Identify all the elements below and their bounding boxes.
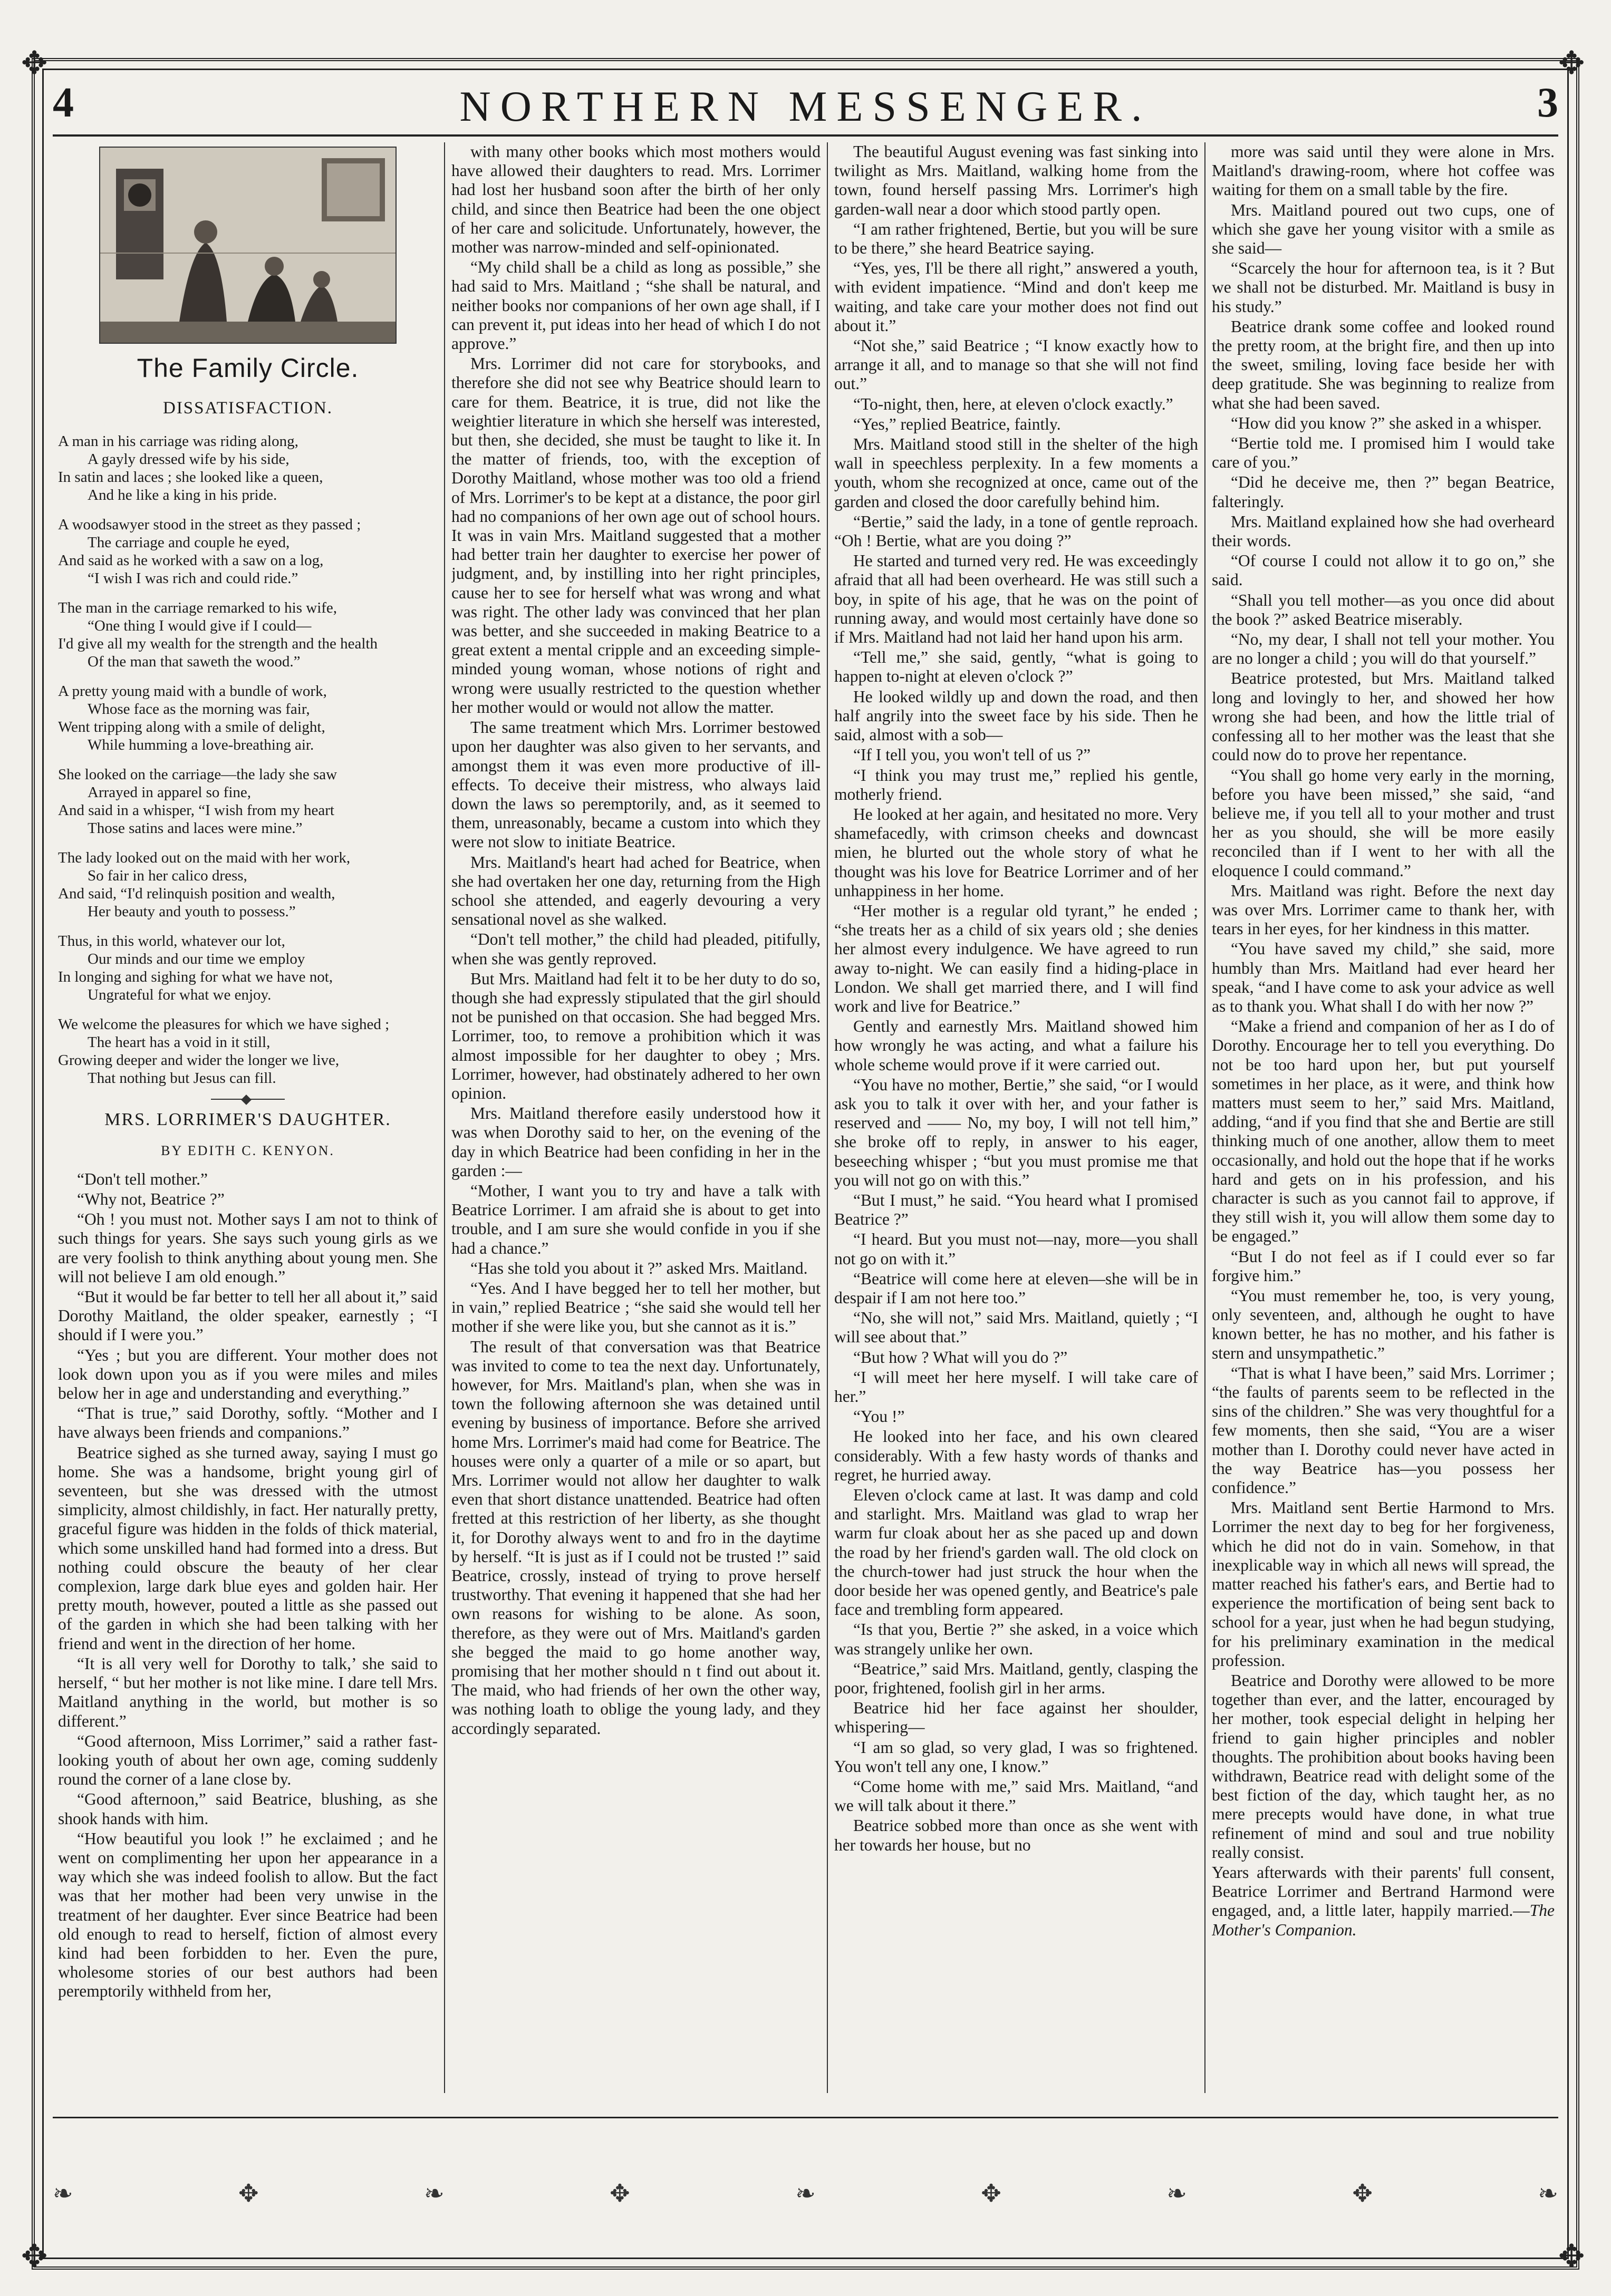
column-rule	[827, 142, 828, 2093]
paragraph: “Bertie,” said the lady, in a tone of gentle reproach. “Oh ! Bertie, what are you doing ?”	[834, 512, 1198, 550]
paragraph: with many other books which most mothers would have allowed their daughters to read. Mrs. Lorrimer had lost her husband soon after the birth of her only child, and since then Beatrice had been the one object of her care and solicitude. Unfortunately, however, the mother was narrow-minded and self-opinionated.	[451, 142, 821, 257]
poem-stanza	[58, 932, 438, 1004]
paragraph: “Of course I could not allow it to go on,” she said.	[1212, 551, 1555, 589]
paragraph: Eleven o'clock came at last. It was damp and cold and starlight. Mrs. Maitland was glad to wrap her warm fur cloak about her as she paced up and down the road by her friend's garden wall. The old clock on the church-tower had just struck the hour when the door beside her was opened gently, and Beatrice's pale face and trembling form appeared.	[834, 1486, 1198, 1619]
paragraph: “You must remember he, too, is very young, only seventeen, and, although he ought to have known better, he has no mother, and his father is stern and unsympathetic.”	[1212, 1286, 1555, 1362]
paragraph: “Beatrice,” said Mrs. Maitland, gently, clasping the poor, frightened, foolish girl in her arms.	[834, 1659, 1198, 1698]
poem-line: A pretty young maid with a bundle of work,	[58, 683, 327, 700]
paragraph: “Don't tell mother.”	[77, 1169, 208, 1188]
poem-line: Our minds and our time we employ	[88, 951, 305, 968]
column-3	[834, 142, 1198, 2104]
column-2	[451, 142, 821, 2104]
paragraph: “That is true,” said Dorothy, softly. “Mother and I have always been friends and companions.”	[58, 1404, 438, 1442]
paragraph: “You !”	[853, 1407, 905, 1426]
column-4-body	[1212, 142, 1555, 1940]
paragraph: Beatrice protested, but Mrs. Maitland talked long and lovingly to her, and showed her how wrong she had been, and how the little trial of confessing all to her mother was the least that she could now do to prove her repentance.	[1212, 669, 1555, 764]
poem-line: Whose face as the morning was fair,	[88, 701, 310, 718]
poem-line: Thus, in this world, whatever our lot,	[58, 933, 285, 950]
paragraph: “Shall you tell mother—as you once did about the book ?” asked Beatrice miserably.	[1212, 590, 1555, 628]
ornament-icon: ✥	[1352, 2179, 1373, 2207]
paragraph: “Has she told you about it ?” asked Mrs. Maitland.	[470, 1258, 808, 1277]
ornament-icon: ❧	[1166, 2179, 1187, 2207]
footer-ornament	[53, 2130, 1558, 2256]
paragraph: “Bertie told me. I promised him I would take care of you.”	[1212, 434, 1555, 472]
section-title: The Family Circle.	[137, 353, 359, 383]
poem-line: Of the man that saweth the wood.”	[88, 653, 301, 671]
paragraph: “I think you may trust me,” replied his gentle, motherly friend.	[834, 766, 1198, 803]
poem-line: Went tripping along with a smile of delight,	[58, 719, 325, 736]
paragraph: “Why not, Beatrice ?”	[77, 1190, 225, 1209]
poem-line: And said as he worked with a saw on a log,	[58, 552, 324, 569]
poem-line: That nothing but Jesus can fill.	[88, 1070, 276, 1087]
ornament-icon: ✥	[610, 2179, 630, 2207]
paragraph: “Tell me,” she said, gently, “what is going to happen to-night at eleven o'clock ?”	[834, 648, 1198, 686]
poem-stanza	[58, 432, 438, 504]
paragraph: “I heard. But you must not—nay, more—you shall not go on with it.”	[834, 1230, 1198, 1268]
source-attribution: The Mother's Companion.	[1212, 1901, 1555, 1939]
paragraph: “No, my dear, I shall not tell your mother. You are no longer a child ; you will do that yourself.”	[1212, 630, 1555, 668]
corner-ornament-icon: ✥	[21, 45, 48, 82]
paragraph: Beatrice drank some coffee and looked round the pretty room, at the bright fire, and then up into the sweet, smiling, loving face beside her with deep gratitude. She was beginning to realize from what she had been saved.	[1212, 317, 1555, 412]
ornament-icon: ❧	[424, 2179, 445, 2207]
paragraph: Mrs. Maitland stood still in the shelter of the high wall in speechless perplexity. In a few moments a youth, whom she recognized at once, came out of the garden and closed the door carefully behind him.	[834, 435, 1198, 511]
poem-line: She looked on the carriage—the lady she saw	[58, 766, 337, 783]
ornament-icon: ✥	[238, 2179, 259, 2207]
poem-line: And he like a king in his pride.	[88, 487, 277, 504]
poem-stanza	[58, 1015, 438, 1087]
page-number-left: 4	[53, 80, 74, 126]
paragraph: Mrs. Maitland explained how she had overheard their words.	[1212, 512, 1555, 550]
paragraph: The same treatment which Mrs. Lorrimer bestowed upon her daughter was also given to her servants, and amongst them it was even more productive of ill-effects. To deceive their mistress, who always laid down the laws so peremptorily, and, as it seemed to them, unreasonably, became a custom into which they were not slow to initiate Beatrice.	[451, 718, 821, 851]
poem-line: Arrayed in apparel so fine,	[88, 784, 252, 801]
poem-title: DISSATISFACTION.	[162, 399, 333, 418]
paragraph: “Yes ; but you are different. Your mother does not look down upon you as if you were miles and miles below her in age and understanding and everything.”	[58, 1345, 438, 1403]
poem-line: The carriage and couple he eyed,	[88, 534, 290, 551]
paragraph: Mrs. Maitland poured out two cups, one of which she gave her young visitor with a smile as she said—	[1212, 200, 1555, 258]
divider	[211, 1099, 285, 1100]
poem-line: I'd give all my wealth for the strength and the health	[58, 635, 378, 653]
poem-line: The lady looked out on the maid with her work,	[58, 849, 351, 867]
paragraph: “Make a friend and companion of her as I do of Dorothy. Encourage her to tell you everything. Do not be too hard upon her, but put yourself sometimes in her place, as it were, and think how matters must seem to her,” said Mrs. Maitland, adding, “and if you find that she and Bertie are still thinking much of one another, allow them to meet occasionally, and hold out the hope that if he works hard and gets on in his profession, and his character is such as you cannot fail to approve, if they still wish it, you will allow them some day to be engaged.”	[1212, 1017, 1555, 1246]
poem-line: Her beauty and youth to possess.”	[88, 903, 296, 921]
paragraph: more was said until they were alone in Mrs. Maitland's drawing-room, where hot coffee was waiting for them on a small table by the fire.	[1212, 142, 1555, 199]
poem-line: While humming a love-breathing air.	[88, 737, 314, 754]
poem-line: “I wish I was rich and could ride.”	[88, 570, 298, 587]
poem-stanza	[58, 849, 438, 921]
paragraph: “If I tell you, you won't tell of us ?”	[853, 745, 1091, 764]
ornament-icon: ❧	[795, 2179, 816, 2207]
footer-rule	[53, 2117, 1558, 2118]
ornament-icon: ❧	[53, 2179, 73, 2207]
page-header	[53, 76, 1558, 137]
poem-line: So fair in her calico dress,	[88, 867, 247, 885]
paragraph: He started and turned very red. He was exceedingly afraid that all had been overheard. He was still such a boy, in spite of his age, that he was on the point of running away, and would most certainly have done so if Mrs. Maitland had not laid her hand upon his arm.	[834, 551, 1198, 647]
poem-line: The man in the carriage remarked to his wife,	[58, 599, 337, 617]
paragraph: “Beatrice will come here at eleven—she will be in despair if I am not here too.”	[834, 1269, 1198, 1307]
paragraph: “My child shall be a child as long as possible,” she had said to Mrs. Maitland ; “she shall be natural, and neither books nor companions of her own age shall, if I can prevent it, put ideas into her head of which I do not approve.”	[451, 258, 821, 353]
column-rule	[1204, 142, 1205, 2093]
poem-line: Growing deeper and wider the longer we live,	[58, 1052, 340, 1069]
poem-line: “One thing I would give if I could—	[88, 617, 312, 635]
paragraph: “That is what I have been,” said Mrs. Lorrimer ; “the faults of parents seem to be reflected in the sins of the children.” She was very thoughtful for a few moments, then she said, “You are a wiser mother than I. Dorothy could never have acted in the way Beatrice has—you possess her confidence.”	[1212, 1363, 1555, 1497]
paragraph: “I am so glad, so very glad, I was so frightened. You won't tell any one, I know.”	[834, 1738, 1198, 1776]
poem	[58, 432, 438, 1087]
masthead: NORTHERN MESSENGER.	[459, 82, 1152, 130]
paragraph: Mrs. Maitland therefore easily understood how it was when Dorothy said to her, on the evening of the day in which Beatrice had been confiding in her in the garden :—	[451, 1104, 821, 1180]
paragraph: He looked at her again, and hesitated no more. Very shamefacedly, with crimson cheeks and downcast mien, he blurted out the whole story of what he thought was his love for Beatrice Lorrimer and of her unhappiness in her home.	[834, 805, 1198, 900]
paragraph: “You have no mother, Bertie,” she said, “or I would ask you to talk it over with her, and your father is reserved and —— No, my boy, I will not tell him,” she broke off to reply, in answer to his eager, beseeching whisper ; “but you must promise me that you will not go on with this.”	[834, 1075, 1198, 1189]
poem-line: Ungrateful for what we enjoy.	[88, 986, 272, 1004]
paragraph: “Oh ! you must not. Mother says I am not to think of such things for years. She says such young girls as we are very foolish to think anything about young men. She will not believe I am old enough.”	[58, 1210, 438, 1286]
poem-line: In longing and sighing for what we have not,	[58, 968, 333, 986]
column-1-body	[58, 1170, 438, 2001]
paragraph: “Don't tell mother,” the child had pleaded, pitifully, when she was gently reproved.	[451, 930, 821, 968]
paragraph: Years afterwards with their parents' full consent, Beatrice Lorrimer and Bertrand Harmond were engaged, and, a little later, happily married.—The Mother's Companion.	[1212, 1863, 1555, 1939]
paragraph: “But I do not feel as if I could ever so far forgive him.”	[1212, 1247, 1555, 1285]
paragraph: The beautiful August evening was fast sinking into twilight as Mrs. Maitland, walking home from the town, found herself passing Mrs. Lorrimer's high garden-wall near a door which stood partly open.	[834, 142, 1198, 218]
corner-ornament-icon: ✥	[1558, 45, 1585, 82]
paragraph: “Her mother is a regular old tyrant,” he ended ; “she treats her as a child of six years old ; she denies her almost every indulgence. We have agreed to run away to-night. We can easily find a hiding-place in London. We shall get married there, and I will find work and live for Beatrice.”	[834, 901, 1198, 1015]
paragraph: “But it would be far better to tell her all about it,” said Dorothy Maitland, the older speaker, earnestly ; “I should if I were you.”	[58, 1287, 438, 1344]
corner-ornament-icon: ✥	[1558, 2238, 1585, 2275]
poem-line: A gayly dressed wife by his side,	[88, 451, 290, 468]
byline: BY EDITH C. KENYON.	[161, 1142, 335, 1158]
paragraph: Beatrice sighed as she turned away, saying I must go home. She was a handsome, bright young girl of seventeen, but she was dressed with the utmost simplicity, almost childishly, in fact. Her naturally pretty, graceful figure was hidden in the folds of thick material, which some unskilled hand had formed into a dress. But nothing could obscure the beauty of her clear complexion, large dark blue eyes and golden hair. Her pretty mouth, however, pouted a little as she passed out of the garden in which she had been talking with her friend and went in the direction of her home.	[58, 1443, 438, 1653]
paragraph: “To-night, then, here, at eleven o'clock exactly.”	[853, 394, 1173, 413]
paragraph: The result of that conversation was that Beatrice was invited to come to tea the next day. Unfortunately, however, for Mrs. Maitland's plan, when she was in town the following afternoon she was detained until evening by business of importance. Before she arrived home Mrs. Lorrimer's maid had come for Beatrice. The houses were only a quarter of a mile or so apart, but Mrs. Lorrimer would not allow her daughter to walk even that short distance unattended. Beatrice had often fretted at this restriction of her liberty, as she thought it, for Dorothy always went to and fro in the daytime by herself. “It is just as if I could not be trusted !” said Beatrice, crossly, instead of trying to prove herself trustworthy. That evening it happened that she had her own reasons for wishing to be alone. As soon, therefore, as they were out of Mrs. Maitland's garden she begged the maid to go home another way, promising that her mother should n t find out about it. The maid, who had friends of her own the other way, was nothing loath to oblige the young lady, and they accordingly separated.	[451, 1337, 821, 1738]
paragraph: “But I must,” he said. “You heard what I promised Beatrice ?”	[834, 1190, 1198, 1229]
poem-line: We welcome the pleasures for which we have sighed ;	[58, 1016, 390, 1033]
column-3-body	[834, 142, 1198, 1855]
paragraph: “Is that you, Bertie ?” she asked, in a voice which was strangely unlike her own.	[834, 1620, 1198, 1658]
paragraph: “You shall go home very early in the morning, before you have been missed,” she said, “and believe me, if you tell all to your mother and trust her as you should, she will be more easily reconciled than if I went to her with all the eloquence I could command.”	[1212, 766, 1555, 880]
ornament-icon: ❧	[1538, 2179, 1558, 2207]
poem-stanza	[58, 682, 438, 754]
poem-stanza	[58, 516, 438, 587]
paragraph: Beatrice hid her face against her shoulder, whispering—	[834, 1699, 1198, 1737]
paragraph: “No, she will not,” said Mrs. Maitland, quietly ; “I will see about that.”	[834, 1309, 1198, 1346]
paragraph: “Good afternoon,” said Beatrice, blushing, as she shook hands with him.	[58, 1790, 438, 1828]
paragraph: “Good afternoon, Miss Lorrimer,” said a rather fast-looking youth of about her own age, coming suddenly round the corner of a lane close by.	[58, 1731, 438, 1789]
paragraph: “Come home with me,” said Mrs. Maitland, “and we will talk about it there.”	[834, 1777, 1198, 1815]
ornament-icon: ✥	[981, 2179, 1001, 2207]
poem-line: And said in a whisper, “I wish from my heart	[58, 802, 334, 819]
paragraph: Mrs. Maitland was right. Before the next day was over Mrs. Lorrimer came to thank her, with tears in her eyes, for her kindness in this matter.	[1212, 881, 1555, 938]
paragraph: “How beautiful you look !” he exclaimed ; and he went on complimenting her upon her appearance in a way which she was indeed foolish to allow. But the fact was that her mother had been very unwise in the treatment of her daughter. Ever since Beatrice had been old enough to read to herself, fiction of almost every kind had been forbidden to her. Even the pure, wholesome stories of our best authors had been peremptorily withheld from her,	[58, 1829, 438, 2001]
paragraph: But Mrs. Maitland had felt it to be her duty to do so, though she had expressly stipulated that the girl should not be punished on that occasion. She had begged Mrs. Lorrimer, too, to remove a prohibition which it was almost impossible for her daughter to obey ; Mrs. Lorrimer, however, had obstinately adhered to her own opinion.	[451, 969, 821, 1102]
paragraph: Mrs. Maitland sent Bertie Harmond to Mrs. Lorrimer the next day to beg for her forgiveness, which he did not do in vain. Somehow, in that inexplicable way in which all news will spread, the matter reached his father's ears, and Bertie had to experience the mortification of being sent back to school for a year, just when he had begun studying, for his preliminary examination in the medical profession.	[1212, 1498, 1555, 1670]
poem-line: And said, “I'd relinquish position and wealth,	[58, 885, 335, 903]
poem-line: A man in his carriage was riding along,	[58, 433, 298, 450]
paragraph: Mrs. Lorrimer did not care for storybooks, and therefore she did not see why Beatrice should learn to care for them. Beatrice, it is true, did not like the weightier literature in which she herself was interested, but then, she decided, she must be taught to like it. In the matter of friends, too, with the exception of Dorothy Maitland, whose mother was too old a friend of Mrs. Lorrimer's to be kept at a distance, the poor girl had no companions of her own age out of school hours. It was in vain Mrs. Maitland suggested that a mother had better train her daughter to exercise her power of judgment, and, by instilling into her right principles, cause her to see for herself what was wrong and what was right. The other lady was convinced that her plan was better, and she succeeded in making Beatrice to a great extent a mental cripple and an exceeding simple-minded young woman, whose notions of right and wrong were usually restricted to the question whether her mother would or would not allow the matter.	[451, 354, 821, 716]
column-rule	[444, 142, 445, 2093]
paragraph: Gently and earnestly Mrs. Maitland showed him how wrongly he was acting, and what a failure his whole scheme would prove if it were carried out.	[834, 1017, 1198, 1074]
paragraph: “It is all very well for Dorothy to talk,’ she said to herself, “ but her mother is not like mine. I dare tell Mrs. Maitland anything in the world, but mother is so different.”	[58, 1654, 438, 1730]
paragraph: He looked into her face, and his own cleared considerably. With a few hasty words of thanks and regret, he hurried away.	[834, 1427, 1198, 1484]
column-2-body	[451, 142, 821, 1738]
story-title: MRS. LORRIMER'S DAUGHTER.	[104, 1110, 391, 1130]
paragraph: Beatrice and Dorothy were allowed to be more together than ever, and the latter, encouraged by her mother, took especial delight in helping her friend to gain higher principles and nobler thoughts. The prohibition about books having been withdrawn, Beatrice read with delight some of the best fiction of the day, which taught her, as no mere precepts would have done, in what true refinement of mind and soul and true nobility really consist.	[1212, 1671, 1555, 1862]
page-number-right: 3	[1537, 80, 1558, 126]
paragraph: “Yes,” replied Beatrice, faintly.	[853, 414, 1061, 433]
paragraph: He looked wildly up and down the road, and then half angrily into the sweet face by his side. Then he said, almost with a sob—	[834, 687, 1198, 744]
paragraph: Mrs. Maitland's heart had ached for Beatrice, when she had overtaken her one day, returning from the High school she attended, and eagerly devouring a very sensational novel as she walked.	[451, 852, 821, 929]
poem-line: A woodsawyer stood in the street as they passed ;	[58, 516, 361, 534]
poem-line: In satin and laces ; she looked like a queen,	[58, 469, 323, 486]
paragraph: “Mother, I want you to try and have a talk with Beatrice Lorrimer. I am afraid she is about to get into trouble, and I am sure she would confide in you if she had a chance.”	[451, 1181, 821, 1257]
paragraph: “I am rather frightened, Bertie, but you will be sure to be there,” she heard Beatrice saying.	[834, 219, 1198, 258]
poem-stanza	[58, 766, 438, 837]
paragraph: “Yes, yes, I'll be there all right,” answered a youth, with evident impatience. “Mind and don't keep me waiting, and take care your mother does not find out about it.”	[834, 259, 1198, 335]
paragraph: “You have saved my child,” she said, more humbly than Mrs. Maitland had ever heard her speak, “and I have come to ask your advice as well as to thank you. What shall I do with her now ?”	[1212, 939, 1555, 1015]
column-1	[58, 142, 438, 2104]
paragraph: “How did you know ?” she asked in a whisper.	[1231, 413, 1542, 432]
poem-line: The heart has a void in it still,	[88, 1034, 271, 1051]
paragraph: Beatrice sobbed more than once as she went with her towards her house, but no	[834, 1816, 1198, 1854]
family-illustration	[99, 147, 397, 344]
column-4	[1212, 142, 1555, 2104]
paragraph: “Yes. And I have begged her to tell her mother, but in vain,” replied Beatrice ; “she said she would tell her mother if she were like you, but she cannot as it is.”	[451, 1278, 821, 1336]
corner-ornament-icon: ✥	[21, 2238, 48, 2275]
poem-line: Those satins and laces were mine.”	[88, 820, 303, 837]
paragraph: “But how ? What will you do ?”	[853, 1348, 1068, 1367]
paragraph: “Scarcely the hour for afternoon tea, is it ? But we shall not be disturbed. Mr. Maitland is busy in his study.”	[1212, 259, 1555, 316]
paragraph: “Did he deceive me, then ?” began Beatrice, falteringly.	[1212, 473, 1555, 511]
paragraph: “I will meet her here myself. I will take care of her.”	[834, 1368, 1198, 1406]
paragraph: “Not she,” said Beatrice ; “I know exactly how to arrange it all, and to manage so that she will not find out.”	[834, 336, 1198, 393]
poem-stanza	[58, 599, 438, 671]
